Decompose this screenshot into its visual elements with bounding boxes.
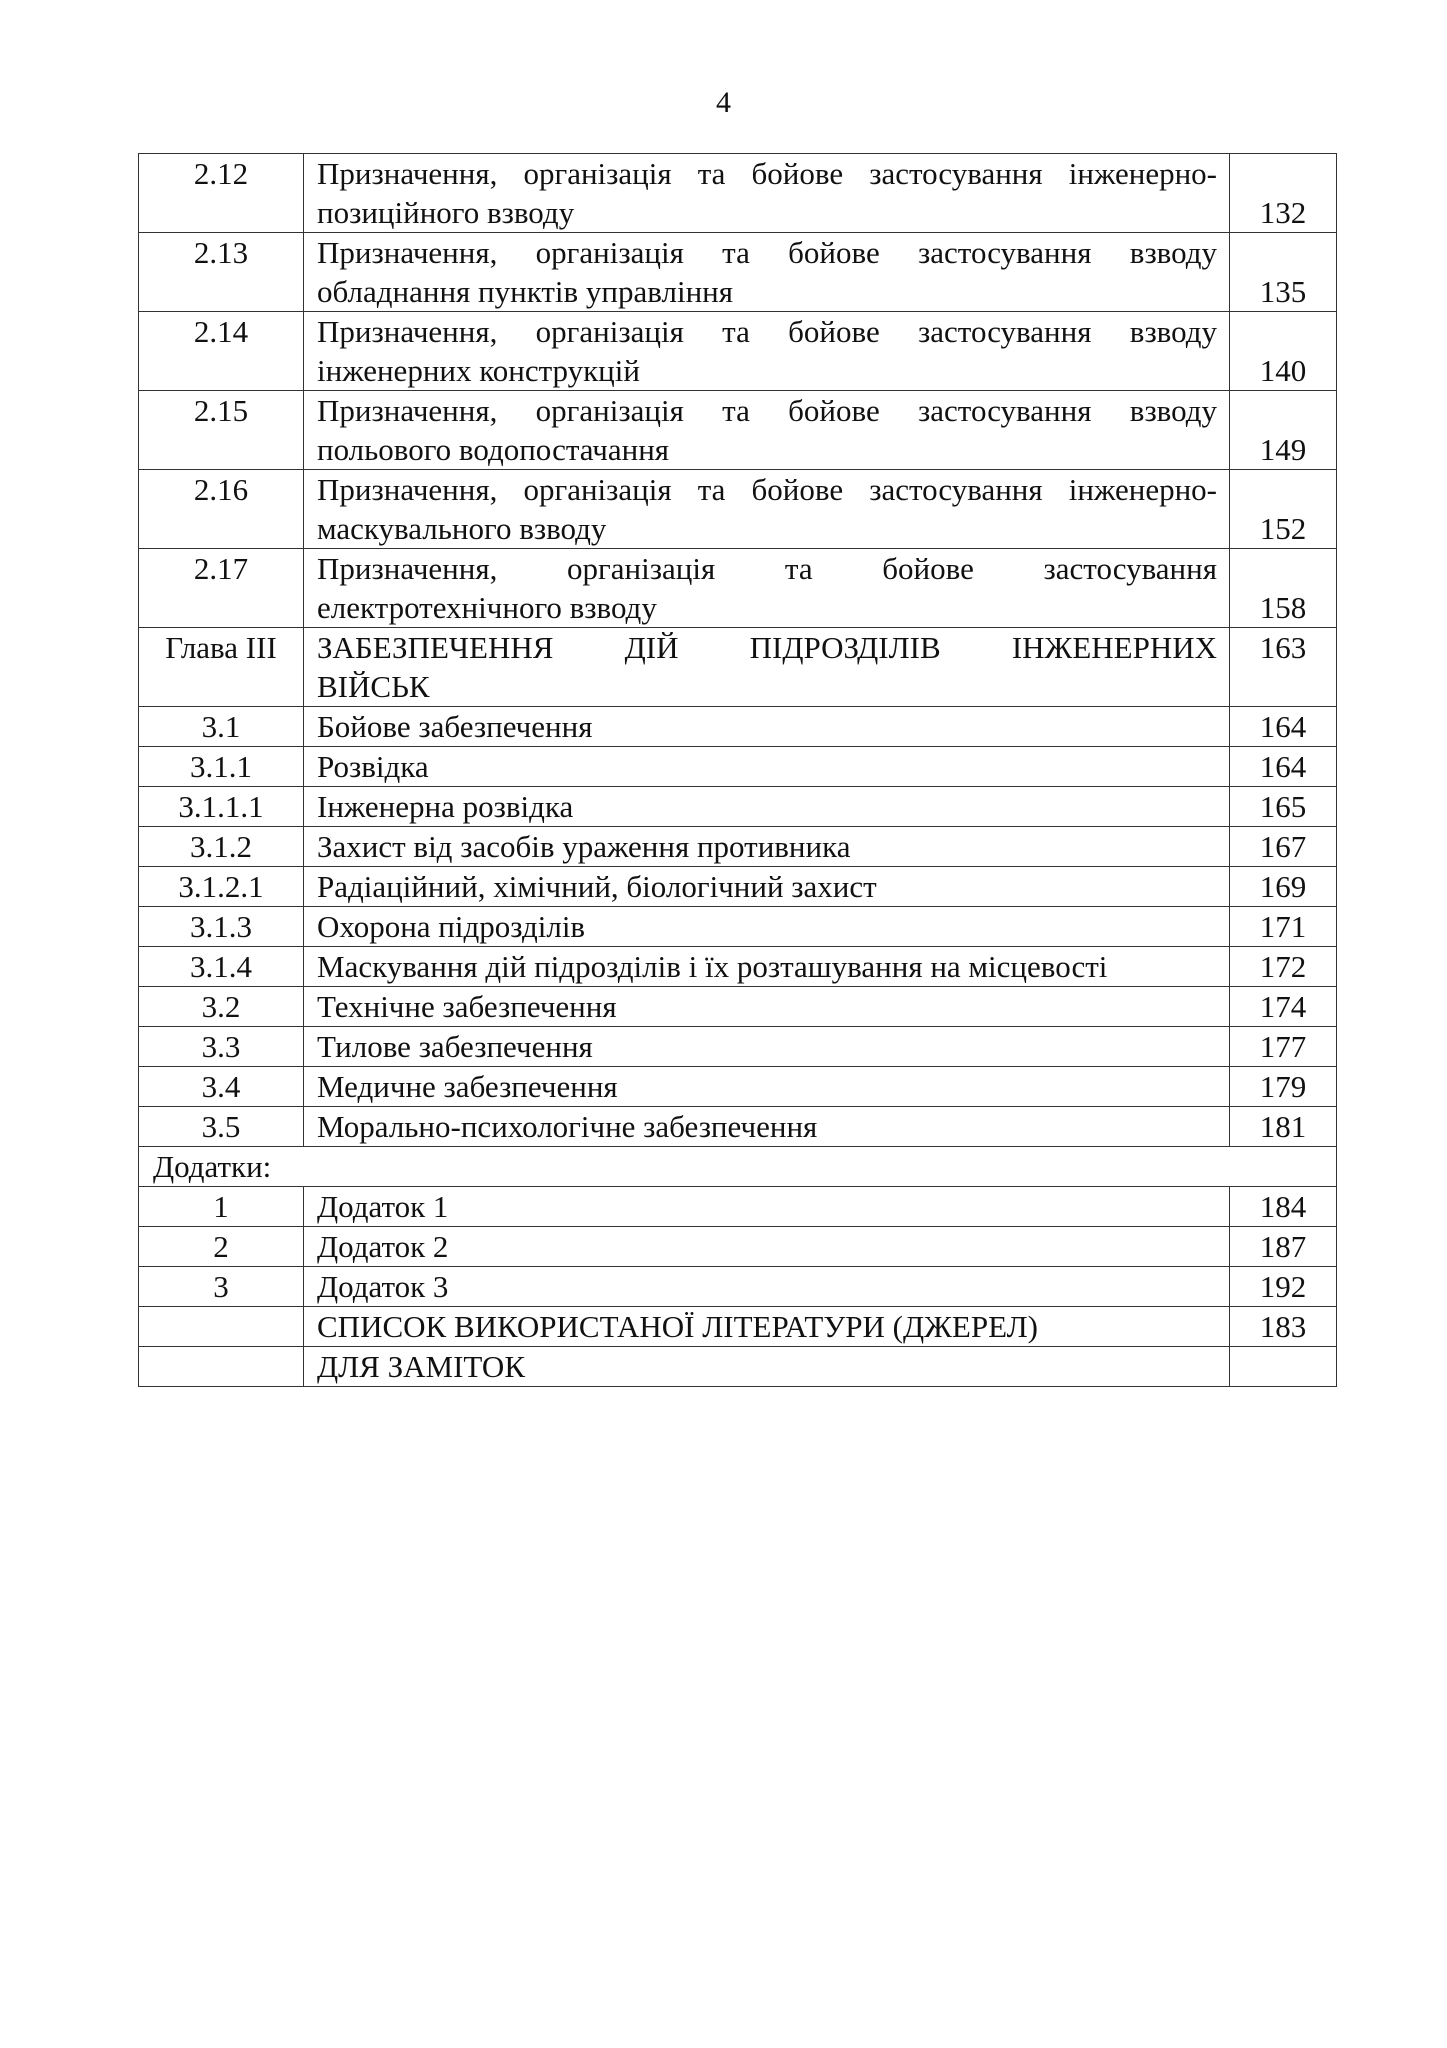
toc-title-line: позиційного взводу: [317, 195, 575, 230]
toc-row: [139, 1187, 1337, 1227]
toc-number: 3.1.1: [139, 747, 304, 787]
toc-page: 140: [1230, 312, 1337, 391]
toc-row: [139, 1227, 1337, 1267]
toc-page: 149: [1230, 391, 1337, 470]
table-of-contents: [138, 153, 1337, 1387]
toc-chapter-row: [139, 628, 1337, 707]
toc-number: 2.16: [139, 470, 304, 549]
appendices-heading: Додатки:: [139, 1147, 1337, 1187]
toc-number: 3.1: [139, 707, 304, 747]
toc-page: 132: [1230, 154, 1337, 233]
toc-number: 3.1.1.1: [139, 787, 304, 827]
toc-row: [139, 1347, 1337, 1387]
toc-chapter-number: Глава III: [139, 628, 304, 707]
toc-title: Маскування дій підрозділів і їх розташування на місцевості: [304, 947, 1230, 987]
toc-page: 169: [1230, 867, 1337, 907]
toc-title-line: інженерних конструкцій: [317, 353, 640, 388]
toc-row: [139, 1107, 1337, 1147]
toc-row: [139, 947, 1337, 987]
toc-number: 2: [139, 1227, 304, 1267]
toc-title: [304, 549, 1230, 628]
toc-number: 2.13: [139, 233, 304, 312]
toc-title: ДЛЯ ЗАМІТОК: [304, 1347, 1230, 1387]
toc-row: [139, 312, 1337, 391]
toc-title: Додаток 2: [304, 1227, 1230, 1267]
toc-title: [304, 312, 1230, 391]
toc-row: [139, 1307, 1337, 1347]
toc-title-line: Призначення, організація та бойове застосування інженерно-: [317, 156, 1217, 191]
toc-page: 152: [1230, 470, 1337, 549]
toc-title: Морально-психологічне забезпечення: [304, 1107, 1230, 1147]
toc-title-line: обладнання пунктів управління: [317, 274, 734, 309]
toc-title: Бойове забезпечення: [304, 707, 1230, 747]
toc-title-line: Призначення, організація та бойове застосування взводу: [317, 314, 1217, 349]
toc-row: [139, 707, 1337, 747]
toc-number: 2.17: [139, 549, 304, 628]
toc-page: 179: [1230, 1067, 1337, 1107]
toc-title: Додаток 3: [304, 1267, 1230, 1307]
toc-title: Тилове забезпечення: [304, 1027, 1230, 1067]
toc-page: 171: [1230, 907, 1337, 947]
toc-page: 181: [1230, 1107, 1337, 1147]
toc-row: [139, 747, 1337, 787]
toc-row: [139, 154, 1337, 233]
toc-page: 163: [1230, 628, 1337, 707]
toc-row: [139, 1027, 1337, 1067]
toc-number: [139, 1307, 304, 1347]
toc-row: [139, 549, 1337, 628]
toc-title-line: маскувального взводу: [317, 511, 607, 546]
toc-number: 3.1.2: [139, 827, 304, 867]
toc-row: [139, 907, 1337, 947]
toc-number: 3.2: [139, 987, 304, 1027]
toc-row: [139, 1067, 1337, 1107]
toc-page: 184: [1230, 1187, 1337, 1227]
toc-number: 3.3: [139, 1027, 304, 1067]
toc-title: Технічне забезпечення: [304, 987, 1230, 1027]
toc-title: [304, 470, 1230, 549]
toc-title: Розвідка: [304, 747, 1230, 787]
toc-number: 2.12: [139, 154, 304, 233]
toc-page: 192: [1230, 1267, 1337, 1307]
toc-number: [139, 1347, 304, 1387]
toc-title-line: Призначення, організація та бойове застосування: [317, 551, 1217, 586]
toc-title: Захист від засобів ураження противника: [304, 827, 1230, 867]
toc-chapter-title: [304, 628, 1230, 707]
toc-number: 3.5: [139, 1107, 304, 1147]
toc-appendices-heading-row: [139, 1147, 1337, 1187]
toc-title-line: електротехнічного взводу: [317, 590, 657, 625]
toc-title-line: ЗАБЕЗПЕЧЕННЯ ДІЙ ПІДРОЗДІЛІВ ІНЖЕНЕРНИХ: [317, 630, 1217, 665]
toc-number: 3.1.4: [139, 947, 304, 987]
toc-page: 174: [1230, 987, 1337, 1027]
toc-page: 135: [1230, 233, 1337, 312]
toc-page: 164: [1230, 707, 1337, 747]
toc-row: [139, 233, 1337, 312]
toc-title: Медичне забезпечення: [304, 1067, 1230, 1107]
toc-page: 167: [1230, 827, 1337, 867]
toc-row: [139, 787, 1337, 827]
toc-page: 177: [1230, 1027, 1337, 1067]
toc-title: Додаток 1: [304, 1187, 1230, 1227]
toc-number: 2.14: [139, 312, 304, 391]
toc-number: 3: [139, 1267, 304, 1307]
toc-title: СПИСОК ВИКОРИСТАНОЇ ЛІТЕРАТУРИ (ДЖЕРЕЛ): [304, 1307, 1230, 1347]
toc-title: [304, 154, 1230, 233]
toc-number: 3.4: [139, 1067, 304, 1107]
toc-page: 165: [1230, 787, 1337, 827]
toc-title-line: польового водопостачання: [317, 432, 670, 467]
toc-title: [304, 391, 1230, 470]
toc-page: 172: [1230, 947, 1337, 987]
toc-row: [139, 867, 1337, 907]
toc-number: 3.1.2.1: [139, 867, 304, 907]
toc-title: Охорона підрозділів: [304, 907, 1230, 947]
toc-row: [139, 1267, 1337, 1307]
toc-row: [139, 987, 1337, 1027]
toc-page: 187: [1230, 1227, 1337, 1267]
toc-title-line: Призначення, організація та бойове застосування взводу: [317, 393, 1217, 428]
toc-title: Радіаційний, хімічний, біологічний захист: [304, 867, 1230, 907]
toc-number: 3.1.3: [139, 907, 304, 947]
toc-row: [139, 827, 1337, 867]
toc-page: 164: [1230, 747, 1337, 787]
toc-title-line: Призначення, організація та бойове застосування інженерно-: [317, 472, 1217, 507]
toc-page: 158: [1230, 549, 1337, 628]
toc-number: 1: [139, 1187, 304, 1227]
toc-number: 2.15: [139, 391, 304, 470]
toc-row: [139, 470, 1337, 549]
toc-row: [139, 391, 1337, 470]
toc-title-line: Призначення, організація та бойове застосування взводу: [317, 235, 1217, 270]
toc-page: 183: [1230, 1307, 1337, 1347]
page-number: 4: [716, 86, 731, 119]
toc-title: [304, 233, 1230, 312]
toc-title: Інженерна розвідка: [304, 787, 1230, 827]
toc-page: [1230, 1347, 1337, 1387]
toc-title-line: ВІЙСЬК: [317, 669, 430, 704]
